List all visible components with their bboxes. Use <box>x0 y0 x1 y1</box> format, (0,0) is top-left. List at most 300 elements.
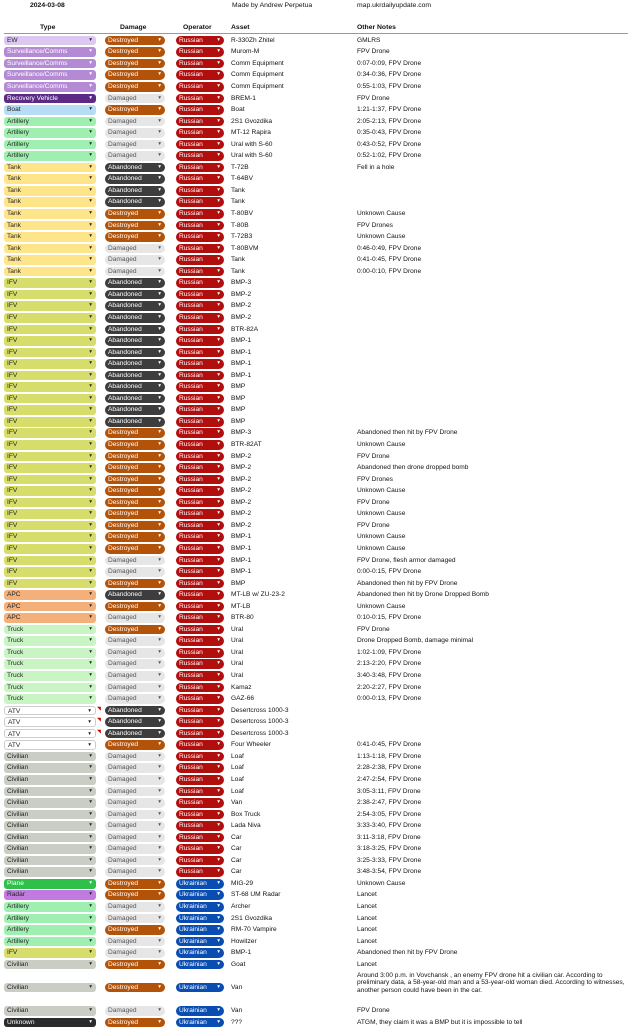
table-row <box>0 716 628 728</box>
operator-select[interactable] <box>176 556 224 566</box>
damage-select[interactable] <box>105 925 165 935</box>
operator-select[interactable] <box>176 475 224 485</box>
chevron-down-icon: ▾ <box>217 1018 220 1025</box>
operator-select[interactable] <box>176 151 224 161</box>
type-select[interactable] <box>4 221 96 231</box>
operator-select[interactable] <box>176 359 224 369</box>
operator-select[interactable] <box>176 336 224 346</box>
operator-select[interactable] <box>176 82 224 92</box>
damage-select[interactable] <box>105 683 165 693</box>
type-select[interactable] <box>4 151 96 161</box>
type-select[interactable] <box>4 717 96 727</box>
type-select[interactable] <box>4 983 96 993</box>
comment-marker-icon[interactable]: ◥ <box>97 717 101 724</box>
damage-select[interactable] <box>105 359 165 369</box>
damage-select[interactable] <box>105 532 165 542</box>
damage-select[interactable] <box>105 405 165 415</box>
type-select[interactable] <box>4 810 96 820</box>
damage-select[interactable] <box>105 301 165 311</box>
operator-select[interactable] <box>176 798 224 808</box>
damage-select[interactable] <box>105 1006 165 1016</box>
operator-select[interactable] <box>176 498 224 508</box>
asset-cell: BMP-2 <box>231 290 252 298</box>
damage-select[interactable] <box>105 752 165 762</box>
type-select[interactable] <box>4 440 96 450</box>
asset-cell: Car <box>231 868 242 876</box>
damage-select[interactable] <box>105 509 165 519</box>
operator-select[interactable] <box>176 648 224 658</box>
operator-select[interactable] <box>176 683 224 693</box>
damage-label: Damaged <box>108 845 137 853</box>
operator-select[interactable] <box>176 417 224 427</box>
type-select[interactable] <box>4 787 96 797</box>
type-select[interactable] <box>4 694 96 704</box>
damage-select[interactable] <box>105 186 165 196</box>
damage-select[interactable] <box>105 232 165 242</box>
type-select[interactable] <box>4 636 96 646</box>
type-select[interactable] <box>4 556 96 566</box>
type-select[interactable] <box>4 867 96 877</box>
damage-select[interactable] <box>105 694 165 704</box>
operator-select[interactable] <box>176 821 224 831</box>
damage-select[interactable] <box>105 394 165 404</box>
damage-select[interactable] <box>105 914 165 924</box>
operator-select[interactable] <box>176 452 224 462</box>
operator-select[interactable] <box>176 602 224 612</box>
operator-select[interactable] <box>176 890 224 900</box>
asset-cell: BMP-2 <box>231 452 252 460</box>
operator-select[interactable] <box>176 948 224 958</box>
damage-select[interactable] <box>105 867 165 877</box>
damage-select[interactable] <box>105 59 165 69</box>
type-select[interactable] <box>4 902 96 912</box>
damage-select[interactable] <box>105 798 165 808</box>
type-select[interactable] <box>4 475 96 485</box>
damage-select[interactable] <box>105 879 165 889</box>
chevron-down-icon: ▾ <box>217 429 220 436</box>
operator-select[interactable] <box>176 197 224 207</box>
damage-select[interactable] <box>105 659 165 669</box>
chevron-down-icon: ▾ <box>217 533 220 540</box>
damage-select[interactable] <box>105 140 165 150</box>
type-select[interactable] <box>4 163 96 173</box>
type-select[interactable] <box>4 117 96 127</box>
damage-select[interactable] <box>105 833 165 843</box>
damage-select[interactable] <box>105 729 165 739</box>
operator-select[interactable] <box>176 532 224 542</box>
operator-select[interactable] <box>176 70 224 80</box>
operator-select[interactable] <box>176 636 224 646</box>
type-select[interactable] <box>4 960 96 970</box>
operator-select[interactable] <box>176 752 224 762</box>
damage-select[interactable] <box>105 47 165 57</box>
chevron-down-icon: ▾ <box>217 371 220 378</box>
operator-select[interactable] <box>176 509 224 519</box>
operator-select[interactable] <box>176 671 224 681</box>
type-select[interactable] <box>4 948 96 958</box>
type-label: Civilian <box>7 856 29 864</box>
type-select[interactable] <box>4 232 96 242</box>
operator-select[interactable] <box>176 659 224 669</box>
operator-select[interactable] <box>176 763 224 773</box>
type-select[interactable] <box>4 405 96 415</box>
type-select[interactable] <box>4 1006 96 1016</box>
chevron-down-icon: ▾ <box>217 175 220 182</box>
type-select[interactable] <box>4 567 96 577</box>
damage-select[interactable] <box>105 82 165 92</box>
damage-select[interactable] <box>105 590 165 600</box>
type-select[interactable] <box>4 659 96 669</box>
operator-select[interactable] <box>176 47 224 57</box>
operator-select[interactable] <box>176 59 224 69</box>
type-select[interactable] <box>4 509 96 519</box>
damage-select[interactable] <box>105 221 165 231</box>
damage-select[interactable] <box>105 452 165 462</box>
operator-select[interactable] <box>176 255 224 265</box>
col-asset-header[interactable]: Asset <box>231 24 250 31</box>
operator-select[interactable] <box>176 544 224 554</box>
damage-select[interactable] <box>105 937 165 947</box>
operator-select[interactable] <box>176 579 224 589</box>
damage-select[interactable] <box>105 336 165 346</box>
type-select[interactable] <box>4 290 96 300</box>
damage-select[interactable] <box>105 417 165 427</box>
operator-select[interactable] <box>176 105 224 115</box>
operator-select[interactable] <box>176 186 224 196</box>
damage-select[interactable] <box>105 775 165 785</box>
type-select[interactable] <box>4 706 96 716</box>
damage-select[interactable] <box>105 787 165 797</box>
type-select[interactable] <box>4 498 96 508</box>
type-select[interactable] <box>4 267 96 277</box>
damage-select[interactable] <box>105 255 165 265</box>
type-select[interactable] <box>4 278 96 288</box>
damage-select[interactable] <box>105 325 165 335</box>
operator-select[interactable] <box>176 625 224 635</box>
type-select[interactable] <box>4 382 96 392</box>
damage-select[interactable] <box>105 856 165 866</box>
operator-select[interactable] <box>176 694 224 704</box>
operator-label: Russian <box>179 59 203 67</box>
type-select[interactable] <box>4 602 96 612</box>
type-select[interactable] <box>4 648 96 658</box>
operator-select[interactable] <box>176 244 224 254</box>
damage-select[interactable] <box>105 428 165 438</box>
operator-select[interactable] <box>176 706 224 716</box>
operator-select[interactable] <box>176 740 224 750</box>
col-operator-header[interactable]: Operator <box>183 24 212 31</box>
operator-select[interactable] <box>176 128 224 138</box>
damage-select[interactable] <box>105 636 165 646</box>
damage-select[interactable] <box>105 267 165 277</box>
operator-select[interactable] <box>176 405 224 415</box>
table-row <box>0 485 628 497</box>
damage-select[interactable] <box>105 671 165 681</box>
damage-select[interactable] <box>105 36 165 46</box>
type-select[interactable] <box>4 417 96 427</box>
operator-select[interactable] <box>176 325 224 335</box>
operator-select[interactable] <box>176 567 224 577</box>
damage-select[interactable] <box>105 602 165 612</box>
operator-select[interactable] <box>176 717 224 727</box>
damage-select[interactable] <box>105 498 165 508</box>
type-select[interactable] <box>4 671 96 681</box>
type-select[interactable] <box>4 359 96 369</box>
chevron-down-icon: ▾ <box>217 521 220 528</box>
operator-select[interactable] <box>176 428 224 438</box>
operator-select[interactable] <box>176 590 224 600</box>
damage-select[interactable] <box>105 717 165 727</box>
operator-select[interactable] <box>176 174 224 184</box>
type-select[interactable] <box>4 197 96 207</box>
type-select[interactable] <box>4 752 96 762</box>
operator-select[interactable] <box>176 833 224 843</box>
type-select[interactable] <box>4 544 96 554</box>
col-type-header[interactable]: Type <box>40 24 56 31</box>
damage-select[interactable] <box>105 983 165 993</box>
operator-select[interactable] <box>176 278 224 288</box>
damage-select[interactable] <box>105 70 165 80</box>
operator-select[interactable] <box>176 902 224 912</box>
damage-select[interactable] <box>105 567 165 577</box>
damage-select[interactable] <box>105 371 165 381</box>
operator-select[interactable] <box>176 1018 224 1028</box>
type-select[interactable] <box>4 486 96 496</box>
operator-select[interactable] <box>176 232 224 242</box>
damage-select[interactable] <box>105 625 165 635</box>
damage-select[interactable] <box>105 94 165 104</box>
operator-select[interactable] <box>176 209 224 219</box>
chevron-down-icon: ▾ <box>89 787 92 794</box>
damage-select[interactable] <box>105 544 165 554</box>
type-label: IFV <box>7 290 18 298</box>
operator-select[interactable] <box>176 486 224 496</box>
operator-select[interactable] <box>176 775 224 785</box>
operator-select[interactable] <box>176 810 224 820</box>
damage-select[interactable] <box>105 948 165 958</box>
operator-select[interactable] <box>176 290 224 300</box>
type-select[interactable] <box>4 925 96 935</box>
type-select[interactable] <box>4 174 96 184</box>
operator-select[interactable] <box>176 1006 224 1016</box>
note-cell: 0:07-0:09, FPV Drone <box>357 59 422 67</box>
type-label: APC <box>7 602 21 610</box>
damage-select[interactable] <box>105 902 165 912</box>
operator-select[interactable] <box>176 463 224 473</box>
type-select[interactable] <box>4 36 96 46</box>
damage-select[interactable] <box>105 163 165 173</box>
damage-select[interactable] <box>105 105 165 115</box>
damage-label: Destroyed <box>108 602 139 610</box>
damage-select[interactable] <box>105 486 165 496</box>
type-select[interactable] <box>4 729 96 739</box>
chevron-down-icon: ▾ <box>158 833 161 840</box>
operator-select[interactable] <box>176 960 224 970</box>
site-url[interactable]: map.ukrdailyupdate.com <box>357 2 432 9</box>
damage-select[interactable] <box>105 475 165 485</box>
type-select[interactable] <box>4 186 96 196</box>
type-select[interactable] <box>4 521 96 531</box>
damage-select[interactable] <box>105 579 165 589</box>
operator-select[interactable] <box>176 867 224 877</box>
type-select[interactable] <box>4 244 96 254</box>
chevron-down-icon: ▾ <box>158 1018 161 1025</box>
damage-select[interactable] <box>105 890 165 900</box>
damage-select[interactable] <box>105 763 165 773</box>
damage-select[interactable] <box>105 521 165 531</box>
type-select[interactable] <box>4 452 96 462</box>
chevron-down-icon: ▾ <box>217 775 220 782</box>
damage-select[interactable] <box>105 740 165 750</box>
type-select[interactable] <box>4 763 96 773</box>
operator-select[interactable] <box>176 348 224 358</box>
operator-select[interactable] <box>176 856 224 866</box>
type-select[interactable] <box>4 775 96 785</box>
damage-select[interactable] <box>105 244 165 254</box>
type-select[interactable] <box>4 590 96 600</box>
damage-select[interactable] <box>105 706 165 716</box>
type-select[interactable] <box>4 833 96 843</box>
operator-select[interactable] <box>176 221 224 231</box>
type-select[interactable] <box>4 844 96 854</box>
operator-select[interactable] <box>176 163 224 173</box>
type-select[interactable] <box>4 740 96 750</box>
operator-label: Russian <box>179 544 203 552</box>
type-select[interactable] <box>4 209 96 219</box>
col-notes-header[interactable]: Other Notes <box>357 24 396 31</box>
damage-select[interactable] <box>105 278 165 288</box>
damage-select[interactable] <box>105 613 165 623</box>
operator-select[interactable] <box>176 937 224 947</box>
operator-select[interactable] <box>176 394 224 404</box>
operator-select[interactable] <box>176 521 224 531</box>
damage-select[interactable] <box>105 556 165 566</box>
type-select[interactable] <box>4 856 96 866</box>
damage-select[interactable] <box>105 174 165 184</box>
operator-select[interactable] <box>176 94 224 104</box>
type-select[interactable] <box>4 914 96 924</box>
operator-select[interactable] <box>176 729 224 739</box>
type-select[interactable] <box>4 325 96 335</box>
damage-select[interactable] <box>105 463 165 473</box>
type-select[interactable] <box>4 47 96 57</box>
damage-select[interactable] <box>105 209 165 219</box>
operator-label: Russian <box>179 706 203 714</box>
type-select[interactable] <box>4 532 96 542</box>
chevron-down-icon: ▾ <box>89 1018 92 1025</box>
type-select[interactable] <box>4 105 96 115</box>
damage-select[interactable] <box>105 117 165 127</box>
operator-select[interactable] <box>176 440 224 450</box>
chevron-down-icon: ▾ <box>217 36 220 43</box>
damage-select[interactable] <box>105 960 165 970</box>
operator-select[interactable] <box>176 914 224 924</box>
asset-cell: BMP-1 <box>231 360 252 368</box>
damage-select[interactable] <box>105 313 165 323</box>
type-select[interactable] <box>4 59 96 69</box>
comment-marker-icon[interactable]: ◥ <box>97 705 101 712</box>
damage-select[interactable] <box>105 197 165 207</box>
chevron-down-icon: ▾ <box>89 764 92 771</box>
type-select[interactable] <box>4 82 96 92</box>
operator-select[interactable] <box>176 371 224 381</box>
type-select[interactable] <box>4 937 96 947</box>
chevron-down-icon: ▾ <box>89 429 92 436</box>
operator-select[interactable] <box>176 844 224 854</box>
operator-select[interactable] <box>176 613 224 623</box>
type-select[interactable] <box>4 371 96 381</box>
comment-marker-icon[interactable]: ◥ <box>97 729 101 735</box>
operator-select[interactable] <box>176 117 224 127</box>
type-select[interactable] <box>4 336 96 346</box>
type-select[interactable] <box>4 579 96 589</box>
damage-select[interactable] <box>105 151 165 161</box>
type-select[interactable] <box>4 348 96 358</box>
type-select[interactable] <box>4 890 96 900</box>
operator-select[interactable] <box>176 787 224 797</box>
operator-select[interactable] <box>176 267 224 277</box>
damage-label: Damaged <box>108 267 137 275</box>
type-label: Artillery <box>7 926 29 934</box>
type-select[interactable] <box>4 128 96 138</box>
type-select[interactable] <box>4 798 96 808</box>
damage-select[interactable] <box>105 1018 165 1028</box>
damage-select[interactable] <box>105 290 165 300</box>
damage-select[interactable] <box>105 810 165 820</box>
operator-select[interactable] <box>176 36 224 46</box>
damage-select[interactable] <box>105 348 165 358</box>
type-select[interactable] <box>4 70 96 80</box>
chevron-down-icon: ▾ <box>89 244 92 251</box>
damage-select[interactable] <box>105 440 165 450</box>
operator-select[interactable] <box>176 879 224 889</box>
operator-select[interactable] <box>176 382 224 392</box>
type-select[interactable] <box>4 1018 96 1028</box>
operator-select[interactable] <box>176 983 224 993</box>
chevron-down-icon: ▾ <box>217 210 220 217</box>
type-select[interactable] <box>4 463 96 473</box>
type-select[interactable] <box>4 140 96 150</box>
type-select[interactable] <box>4 879 96 889</box>
type-select[interactable] <box>4 301 96 311</box>
chevron-down-icon: ▾ <box>89 637 92 644</box>
chevron-down-icon: ▾ <box>158 775 161 782</box>
damage-select[interactable] <box>105 821 165 831</box>
damage-label: Damaged <box>108 695 137 703</box>
col-damage-header[interactable]: Damage <box>120 24 147 31</box>
damage-label: Destroyed <box>108 1018 139 1026</box>
type-select[interactable] <box>4 255 96 265</box>
type-select[interactable] <box>4 613 96 623</box>
chevron-down-icon: ▾ <box>217 348 220 355</box>
damage-select[interactable] <box>105 648 165 658</box>
damage-select[interactable] <box>105 128 165 138</box>
type-select[interactable] <box>4 313 96 323</box>
type-select[interactable] <box>4 394 96 404</box>
operator-select[interactable] <box>176 313 224 323</box>
damage-select[interactable] <box>105 382 165 392</box>
operator-select[interactable] <box>176 925 224 935</box>
type-select[interactable] <box>4 94 96 104</box>
operator-select[interactable] <box>176 301 224 311</box>
type-select[interactable] <box>4 683 96 693</box>
damage-select[interactable] <box>105 844 165 854</box>
type-select[interactable] <box>4 821 96 831</box>
operator-select[interactable] <box>176 140 224 150</box>
type-select[interactable] <box>4 625 96 635</box>
chevron-down-icon: ▾ <box>158 210 161 217</box>
type-select[interactable] <box>4 428 96 438</box>
